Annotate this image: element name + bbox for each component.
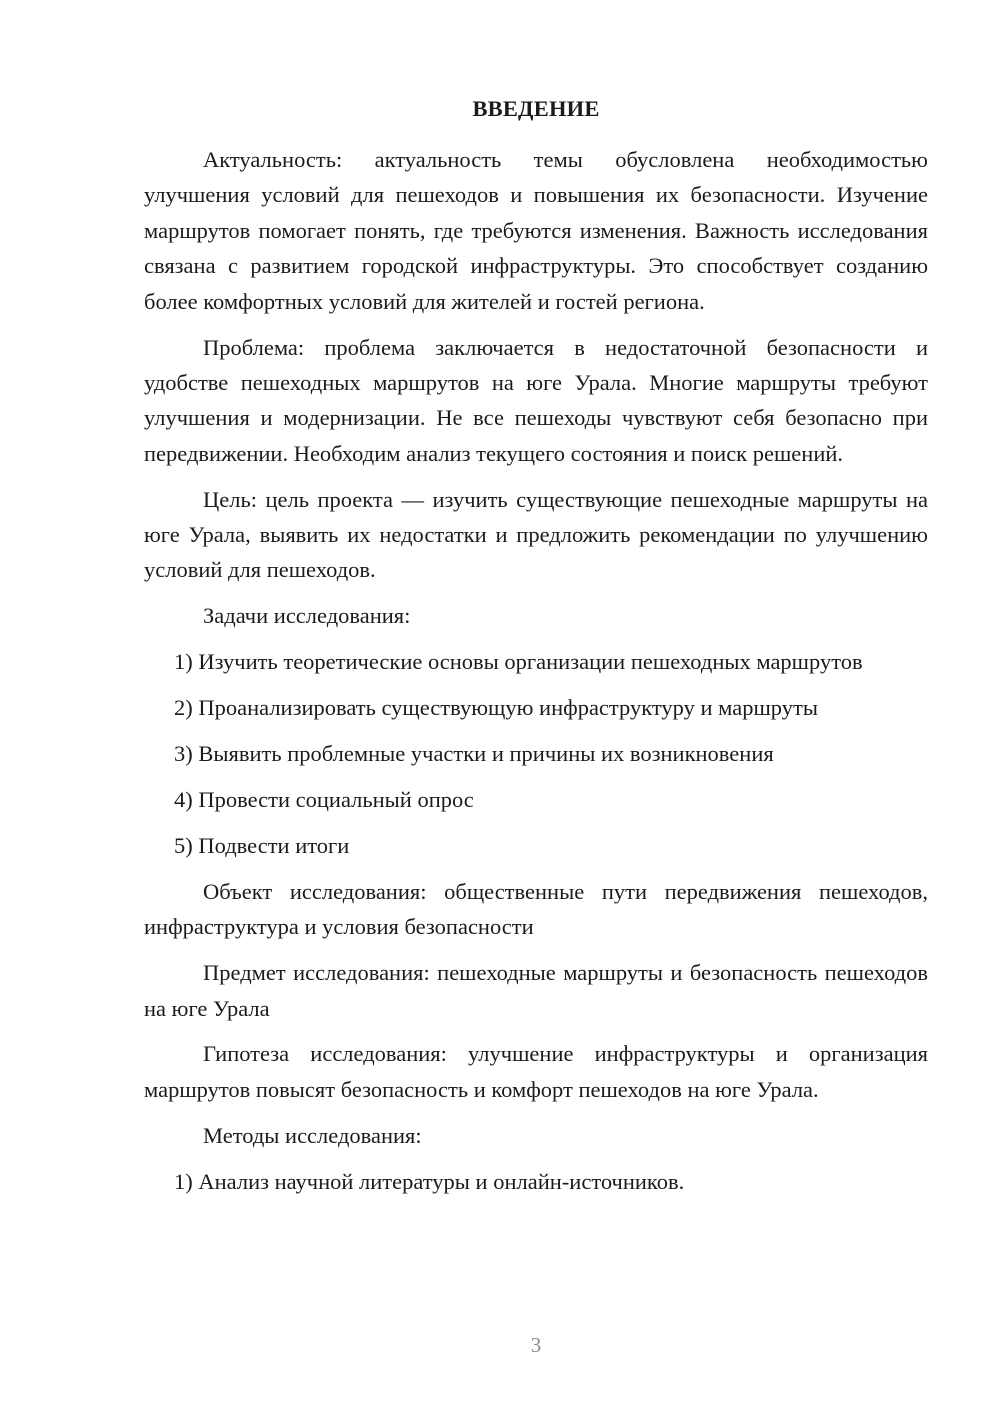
paragraph-methods-heading: Методы исследования: <box>203 1122 422 1148</box>
paragraph-tasks-heading: Задачи исследования: <box>203 603 411 629</box>
paragraph-subject: Предмет исследования: пешеходные маршруты и безопасность пешеходов на юге Урала <box>144 960 928 1021</box>
document-body <box>144 142 928 1210</box>
paragraph-goal: Цель: цель проекта — изучить существующие пешеходные маршруты на юге Урала, выявить их недостатки и предложить рекомендации по улучшению условий для пешеходов. <box>144 486 928 583</box>
paragraph-object: Объект исследования: общественные пути передвижения пешеходов, инфраструктура и условия безопасности <box>144 878 928 940</box>
task-item-4: 4) Провести социальный опрос <box>174 787 474 812</box>
task-item-1: 1) Изучить теоретические основы организации пешеходных маршрутов <box>174 649 863 675</box>
page-number: 3 <box>530 1333 542 1357</box>
paragraph-relevance: Актуальность: актуальность темы обусловлена необходимостью улучшения условий для пешеходов и повышения их безопасности. Изучение маршрутов помогает понять, где требуются изменения. Важность исследования связана с развитием городской инфраструктуры. Это способствует созданию более комфортных условий для жителей и гостей региона. <box>144 147 928 314</box>
section-title: ВВЕДЕНИЕ <box>472 96 600 121</box>
task-item-5: 5) Подвести итоги <box>174 832 350 858</box>
task-item-2: 2) Проанализировать существующую инфраструктуру и маршруты <box>174 695 818 721</box>
method-item-1: 1) Анализ научной литературы и онлайн-источников. <box>174 1168 685 1194</box>
paragraph-hypothesis: Гипотеза исследования: улучшение инфраструктуры и организация маршрутов повысят безопасность и комфорт пешеходов на юге Урала. <box>144 1041 928 1102</box>
paragraph-problem: Проблема: проблема заключается в недостаточной безопасности и удобстве пешеходных маршрутов на юге Урала. Многие маршруты требуют улучшения и модернизации. Не все пешеходы чувствуют себя безопасно при передвижении. Необходим анализ текущего состояния и поиск решений. <box>144 334 928 466</box>
task-item-3: 3) Выявить проблемные участки и причины их возникновения <box>174 741 774 767</box>
